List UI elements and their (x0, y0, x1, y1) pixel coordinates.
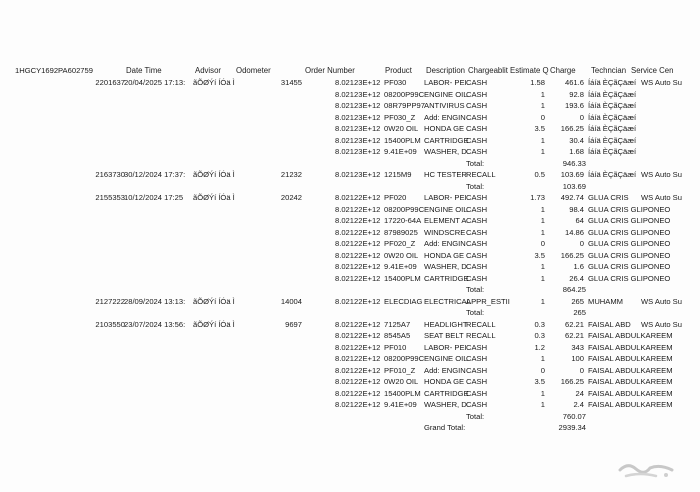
line-description: ENGINE OIL (424, 354, 468, 363)
line-order-number: 8.02123E+12 (335, 78, 381, 87)
advisor-name: ãÕØÝí ÍÓä Ì (193, 319, 235, 329)
advisor-name: ãÕØÝí ÍÓä Ì (193, 78, 235, 87)
grand-total-value: 2939.34 (558, 423, 586, 432)
line-chargeability: CASH (466, 388, 488, 398)
order-datetime: 28/09/2024 13:13: (124, 296, 186, 306)
group-total-label: Total: (466, 308, 485, 317)
column-header: Date Time (126, 66, 162, 75)
group-total-label: Total: (466, 285, 485, 294)
line-order-number: 8.02122E+12 (335, 262, 381, 271)
line-technician: Íáíä ÈÇãÇäæí (588, 147, 637, 156)
line-product: 15400PLM (384, 135, 421, 145)
line-technician: GLUA CRIS (588, 193, 629, 202)
line-technician: GLUA CRIS GLIPONEO (588, 216, 671, 225)
line-technician: Íáíä ÈÇãÇäæí (588, 124, 637, 133)
line-estimate-qty: 1 (540, 101, 545, 110)
line-technician: FAISAL ABDULKAREEM (588, 342, 673, 352)
line-estimate-qty: 0.3 (534, 319, 545, 329)
line-order-number: 8.02122E+12 (335, 250, 381, 260)
order-id: 2163730 (95, 170, 125, 179)
advisor-name: ãÕØÝí ÍÓä Ì (193, 170, 235, 179)
line-service-center: WS Auto Su (641, 170, 682, 179)
line-description: WASHER, D (424, 400, 467, 409)
group-total-value: 760.07 (562, 411, 586, 421)
line-estimate-qty: 3.5 (534, 250, 545, 260)
line-order-number: 8.02123E+12 (335, 147, 381, 156)
line-estimate-qty: 0.3 (534, 331, 545, 340)
line-technician: Íáíä ÈÇãÇäæí (588, 112, 637, 122)
line-description: LABOR- PEI (424, 78, 467, 87)
line-charge: 0 (579, 365, 584, 375)
line-estimate-qty: 1.58 (530, 78, 545, 87)
column-header: Service Cen (631, 66, 674, 75)
line-order-number: 8.02122E+12 (335, 193, 381, 202)
line-charge: 92.8 (569, 89, 584, 99)
line-chargeability: CASH (466, 342, 488, 352)
order-id: 2155353 (95, 193, 125, 202)
line-estimate-qty: 1 (540, 204, 545, 214)
line-product: PF010 (384, 342, 407, 352)
line-order-number: 8.02122E+12 (335, 377, 381, 386)
line-product: 17220-64A (384, 216, 422, 225)
line-estimate-qty: 1 (540, 135, 545, 145)
line-product: PF030 (384, 78, 407, 87)
line-product: PF020 (384, 193, 407, 202)
line-technician: Íáíä ÈÇãÇäæí (588, 170, 637, 179)
line-product: PF030_Z (384, 112, 416, 122)
line-description: WASHER, D (424, 262, 467, 271)
column-header: Advisor (195, 66, 221, 75)
line-product: 0W20 OIL (384, 377, 419, 386)
line-technician: GLUA CRIS GLIPONEO (588, 204, 671, 214)
line-order-number: 8.02123E+12 (335, 89, 381, 99)
group-total-label: Total: (466, 411, 485, 421)
line-order-number: 8.02122E+12 (335, 400, 381, 409)
column-header: Description (426, 66, 465, 75)
column-header: Charge (550, 66, 576, 75)
column-header: Chargeablit (468, 66, 508, 75)
line-description: ELECTRICAL (424, 296, 471, 306)
line-order-number: 8.02123E+12 (335, 170, 381, 179)
line-charge: 166.25 (560, 250, 584, 260)
line-product: 15400PLM (384, 273, 421, 283)
line-order-number: 8.02122E+12 (335, 239, 381, 248)
grand-total-label: Grand Total: (424, 423, 466, 432)
line-technician: Íáíä ÈÇãÇäæí (588, 89, 637, 99)
line-order-number: 8.02123E+12 (335, 124, 381, 133)
line-estimate-qty: 1 (540, 262, 545, 271)
line-service-center: WS Auto Su (641, 296, 682, 306)
group-total-label: Total: (466, 181, 485, 191)
line-product: 87989025 (384, 227, 418, 237)
line-charge: 64 (575, 216, 584, 225)
line-charge: 265 (571, 296, 584, 306)
line-charge: 26.4 (569, 273, 584, 283)
line-technician: FAISAL ABDULKAREEM (588, 388, 673, 398)
line-description: HONDA GE (424, 124, 465, 133)
line-charge: 166.25 (560, 124, 584, 133)
line-technician: GLUA CRIS GLIPONEO (588, 239, 671, 248)
line-chargeability: RECALL (466, 170, 496, 179)
group-total-value: 103.69 (562, 181, 586, 191)
line-technician: GLUA CRIS GLIPONEO (588, 227, 671, 237)
order-id: 2127222 (95, 296, 125, 306)
line-charge: 461.6 (564, 78, 584, 87)
line-chargeability: CASH (466, 147, 488, 156)
line-estimate-qty: 3.5 (534, 377, 545, 386)
line-charge: 1.6 (573, 262, 584, 271)
line-service-center: WS Auto Su (641, 78, 682, 87)
line-chargeability: CASH (466, 78, 488, 87)
line-chargeability: CASH (466, 135, 488, 145)
line-order-number: 8.02122E+12 (335, 365, 381, 375)
order-datetime: 20/04/2025 17:13: (124, 78, 186, 87)
line-product: 9.41E+09 (384, 400, 417, 409)
line-charge: 0 (579, 112, 584, 122)
line-product: 9.41E+09 (384, 147, 417, 156)
line-charge: 492.74 (560, 193, 584, 202)
line-charge: 98.4 (569, 204, 584, 214)
line-product: 9.41E+09 (384, 262, 417, 271)
line-charge: 2.4 (573, 400, 584, 409)
line-estimate-qty: 1 (540, 400, 545, 409)
order-datetime: 30/12/2024 17:37: (124, 170, 186, 179)
line-chargeability: CASH (466, 204, 488, 214)
line-estimate-qty: 1 (540, 273, 545, 283)
line-technician: GLUA CRIS GLIPONEO (588, 262, 671, 271)
line-order-number: 8.02122E+12 (335, 204, 381, 214)
line-product: 08R79PP97 (384, 101, 425, 110)
line-estimate-qty: 1 (540, 388, 545, 398)
line-charge: 24 (575, 388, 584, 398)
line-estimate-qty: 1.73 (530, 193, 545, 202)
line-charge: 14.86 (564, 227, 584, 237)
line-estimate-qty: 1 (540, 227, 545, 237)
column-header: Product (385, 66, 412, 75)
line-order-number: 8.02122E+12 (335, 273, 381, 283)
line-technician: FAISAL ABDULKAREEM (588, 331, 673, 340)
line-product: 08200P99C (384, 89, 425, 99)
watermark-logo-icon (616, 458, 678, 480)
odometer-value: 14004 (280, 296, 302, 306)
column-header: Order Number (305, 66, 355, 75)
line-order-number: 8.02122E+12 (335, 331, 381, 340)
group-total-value: 864.25 (562, 285, 586, 294)
line-estimate-qty: 0 (540, 365, 545, 375)
line-technician: FAISAL ABDULKAREEM (588, 354, 673, 363)
line-product: 7125A7 (384, 319, 411, 329)
vin-number: 1HGCY1692PA602759 (15, 66, 93, 75)
line-chargeability: CASH (466, 377, 488, 386)
order-id: 2103550 (95, 319, 125, 329)
line-chargeability: CASH (466, 89, 488, 99)
line-charge: 103.69 (560, 170, 584, 179)
odometer-value: 21232 (280, 170, 302, 179)
line-charge: 62.21 (564, 331, 584, 340)
line-description: LABOR- PEI (424, 342, 467, 352)
line-chargeability: CASH (466, 354, 488, 363)
line-product: 1215M9 (384, 170, 412, 179)
line-chargeability: RECALL (466, 331, 496, 340)
line-order-number: 8.02123E+12 (335, 135, 381, 145)
line-description: HONDA GE (424, 250, 465, 260)
line-description: Add: ENGIN (424, 112, 466, 122)
line-technician: Íáíä ÈÇãÇäæí (588, 78, 637, 87)
line-chargeability: APPR_ESTII (466, 296, 510, 306)
line-product: 0W20 OIL (384, 250, 419, 260)
line-chargeability: CASH (466, 124, 488, 133)
line-estimate-qty: 1 (540, 354, 545, 363)
line-technician: Íáíä ÈÇãÇäæí (588, 135, 637, 145)
line-description: WINDSCRE (424, 227, 466, 237)
line-technician: GLUA CRIS GLIPONEO (588, 273, 671, 283)
line-order-number: 8.02122E+12 (335, 388, 381, 398)
line-estimate-qty: 1 (540, 147, 545, 156)
line-chargeability: CASH (466, 400, 488, 409)
advisor-name: ãÕØÝí ÍÓä Ì (193, 296, 235, 306)
line-estimate-qty: 1.2 (534, 342, 545, 352)
line-technician: GLUA CRIS GLIPONEO (588, 250, 671, 260)
line-charge: 193.6 (564, 101, 584, 110)
line-product: PF010_Z (384, 365, 416, 375)
line-chargeability: RECALL (466, 319, 496, 329)
group-total-value: 265 (573, 308, 586, 317)
line-estimate-qty: 1 (540, 216, 545, 225)
line-product: 0W20 OIL (384, 124, 419, 133)
line-product: 08200P99C (384, 204, 425, 214)
order-datetime: 23/07/2024 13:56: (124, 319, 186, 329)
line-estimate-qty: 3.5 (534, 124, 545, 133)
line-technician: FAISAL ABD (588, 319, 631, 329)
line-chargeability: CASH (466, 227, 488, 237)
line-order-number: 8.02122E+12 (335, 342, 381, 352)
group-total-value: 946.33 (562, 158, 586, 168)
line-service-center: WS Auto Su (641, 193, 682, 202)
line-estimate-qty: 0 (540, 112, 545, 122)
line-charge: 100 (571, 354, 584, 363)
order-id: 2201637 (95, 78, 125, 87)
line-service-center: WS Auto Su (641, 319, 682, 329)
line-chargeability: CASH (466, 193, 488, 202)
line-charge: 1.68 (569, 147, 584, 156)
line-chargeability: CASH (466, 273, 488, 283)
line-chargeability: CASH (466, 112, 488, 122)
line-product: ELECDIAG (384, 296, 423, 306)
column-header: Odometer (236, 66, 271, 75)
line-description: CARTRIDGE (424, 388, 469, 398)
line-product: 15400PLM (384, 388, 421, 398)
line-chargeability: CASH (466, 216, 488, 225)
line-charge: 166.25 (560, 377, 584, 386)
line-charge: 30.4 (569, 135, 584, 145)
line-description: ENGINE OIL (424, 204, 468, 214)
line-technician: MUHAMM (588, 296, 624, 306)
line-estimate-qty: 1 (540, 89, 545, 99)
line-product: 8545A5 (384, 331, 411, 340)
order-datetime: 10/12/2024 17:25 (124, 193, 184, 202)
line-description: Add: ENGIN (424, 365, 466, 375)
line-order-number: 8.02122E+12 (335, 354, 381, 363)
odometer-value: 20242 (280, 193, 302, 202)
column-header: Techncian (591, 66, 627, 75)
line-description: ENGINE OIL (424, 89, 468, 99)
line-chargeability: CASH (466, 250, 488, 260)
line-description: CARTRIDGE (424, 135, 469, 145)
line-estimate-qty: 0.5 (534, 170, 545, 179)
line-chargeability: CASH (466, 262, 488, 271)
line-order-number: 8.02122E+12 (335, 227, 381, 237)
line-charge: 343 (571, 342, 584, 352)
line-estimate-qty: 1 (540, 296, 545, 306)
line-description: CARTRIDGE (424, 273, 469, 283)
line-order-number: 8.02122E+12 (335, 319, 381, 329)
line-order-number: 8.02123E+12 (335, 112, 381, 122)
odometer-value: 31455 (280, 78, 302, 87)
line-chargeability: CASH (466, 101, 488, 110)
line-technician: Íáíä ÈÇãÇäæí (588, 101, 637, 110)
line-chargeability: CASH (466, 365, 488, 375)
line-charge: 62.21 (564, 319, 584, 329)
line-technician: FAISAL ABDULKAREEM (588, 365, 673, 375)
line-product: 08200P99C (384, 354, 425, 363)
line-description: HONDA GE (424, 377, 465, 386)
line-technician: FAISAL ABDULKAREEM (588, 400, 673, 409)
line-description: ANTIVIRUS (424, 101, 465, 110)
line-order-number: 8.02123E+12 (335, 101, 381, 110)
line-description: HEADLIGHT (424, 319, 468, 329)
odometer-value: 9697 (285, 319, 302, 329)
line-description: WASHER, D (424, 147, 467, 156)
line-chargeability: CASH (466, 239, 488, 248)
line-charge: 0 (579, 239, 584, 248)
line-order-number: 8.02122E+12 (335, 296, 381, 306)
line-description: ELEMENT A (424, 216, 467, 225)
line-description: Add: ENGIN (424, 239, 466, 248)
line-description: HC TESTER (424, 170, 467, 179)
line-order-number: 8.02122E+12 (335, 216, 381, 225)
line-technician: FAISAL ABDULKAREEM (588, 377, 673, 386)
line-description: LABOR- PEI (424, 193, 467, 202)
advisor-name: ãÕØÝí ÍÓä Ì (193, 193, 235, 202)
group-total-label: Total: (466, 158, 485, 168)
line-product: PF020_Z (384, 239, 416, 248)
line-description: SEAT BELT (424, 331, 464, 340)
line-estimate-qty: 0 (540, 239, 545, 248)
column-header: Estimate Q (510, 66, 549, 75)
